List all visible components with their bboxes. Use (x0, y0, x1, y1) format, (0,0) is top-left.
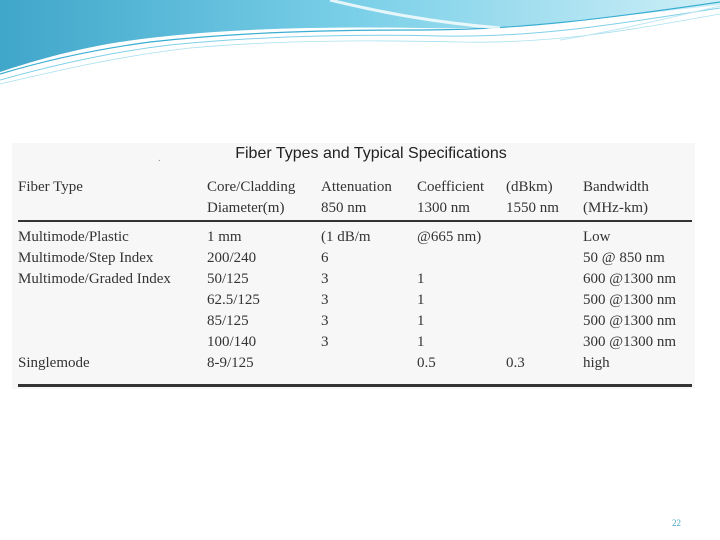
table-cell: 300 @1300 nm (583, 334, 676, 350)
table-cell: 1 (417, 313, 425, 329)
table-cell: 200/240 (207, 250, 257, 266)
table-cell: 1 (417, 334, 425, 350)
page-number: 22 (672, 518, 681, 528)
table-cell: 50/125 (207, 271, 249, 287)
table-cell: 8-9/125 (207, 355, 254, 371)
header-core-cladding: Core/Cladding Diameter(m) (207, 179, 296, 216)
header-coefficient: Coefficient 1300 nm (417, 179, 485, 216)
table-cell: 3 (321, 313, 329, 329)
header-attenuation: Attenuation 850 nm (321, 179, 392, 216)
table-cell: (1 dB/m (321, 229, 371, 245)
table-cell: 0.3 (506, 355, 525, 371)
header-fiber-type: Fiber Type (18, 179, 83, 195)
table-cell: high (583, 355, 610, 371)
decor-mark: . (158, 153, 161, 164)
table-cell: 3 (321, 271, 329, 287)
table-cell: Multimode/Graded Index (18, 271, 171, 287)
table-cell: Multimode/Step Index (18, 250, 154, 266)
table-cell: Multimode/Plastic (18, 229, 129, 245)
table-cell: @665 nm) (417, 229, 482, 245)
table-cell: 85/125 (207, 313, 249, 329)
table-cell: 600 @1300 nm (583, 271, 676, 287)
fiber-spec-table (12, 143, 695, 389)
table-cell: 500 @1300 nm (583, 292, 676, 308)
table-cell: 1 (417, 271, 425, 287)
table-cell: 1 mm (207, 229, 242, 245)
header-dbkm: (dBkm) 1550 nm (506, 179, 559, 216)
table-cell: Low (583, 229, 611, 245)
table-cell: 6 (321, 250, 329, 266)
table-cell: 0.5 (417, 355, 436, 371)
table-cell: 3 (321, 334, 329, 350)
table-cell: 1 (417, 292, 425, 308)
table-cell: 100/140 (207, 334, 257, 350)
table-cell: Singlemode (18, 355, 90, 371)
header-bandwidth: Bandwidth (MHz-km) (583, 179, 649, 216)
header-rule (18, 220, 692, 222)
table-cell: 3 (321, 292, 329, 308)
table-title: Fiber Types and Typical Specifications (235, 145, 507, 162)
table-cell: 50 @ 850 nm (583, 250, 665, 266)
bottom-rule (18, 384, 692, 387)
table-cell: 500 @1300 nm (583, 313, 676, 329)
table-cell: 62.5/125 (207, 292, 260, 308)
decorative-swoosh (0, 0, 720, 90)
